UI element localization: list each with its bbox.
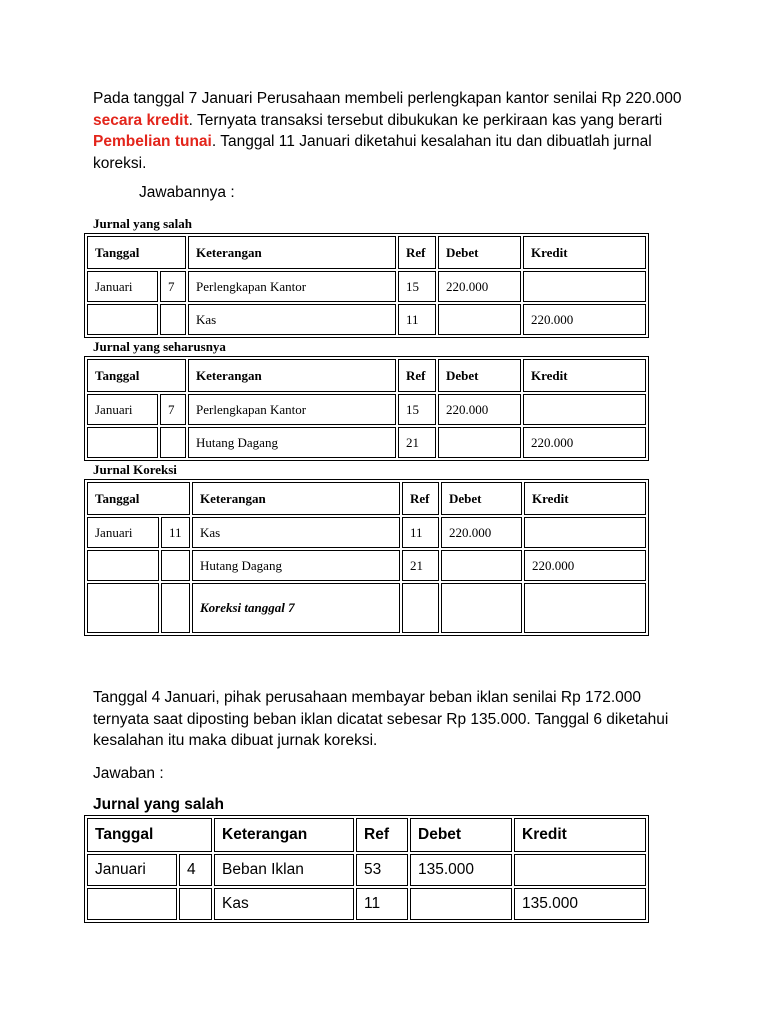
second-paragraph: Tanggal 4 Januari, pihak perusahaan membayar beban iklan senilai Rp 172.000 ternyata saat diposting beban iklan dicatat sebesar Rp 135.000. Tanggal 6 diketahui kesalahan itu maka dibuat jurnak koreksi.: [93, 689, 669, 749]
cell-ref: 11: [356, 888, 408, 920]
table-header-row: [87, 482, 646, 515]
cell-kredit: 220.000: [523, 304, 646, 335]
header-keterangan: Keterangan: [188, 359, 396, 392]
cell-debet: [438, 304, 521, 335]
table-header-row: [87, 236, 646, 269]
koreksi-note: Koreksi tanggal 7: [192, 583, 400, 633]
cell-month: Januari: [87, 394, 158, 425]
journal-table-salah: [84, 233, 649, 338]
cell-debet: [441, 583, 522, 633]
header-ref: Ref: [398, 359, 436, 392]
cell-day: 7: [160, 394, 186, 425]
cell-day: [160, 304, 186, 335]
intro-text-3: . Tanggal 11 Januari diketahui kesalahan itu dan dibuatlah jurnal koreksi.: [93, 133, 652, 172]
cell-desc: Beban Iklan: [214, 854, 354, 886]
cell-day: 11: [161, 517, 190, 548]
header-keterangan: Keterangan: [214, 818, 354, 852]
header-kredit: Kredit: [523, 359, 646, 392]
table-title-jurnal-salah-2: Jurnal yang salah: [93, 796, 224, 813]
table-row: [87, 888, 646, 920]
table-row: [87, 304, 646, 335]
cell-desc: Kas: [188, 304, 396, 335]
cell-debet: 220.000: [441, 517, 522, 548]
cell-ref: 21: [402, 550, 439, 581]
table-row: [87, 517, 646, 548]
cell-desc: Kas: [214, 888, 354, 920]
cell-day: 4: [179, 854, 212, 886]
journal-table-koreksi: [84, 479, 649, 636]
header-kredit: Kredit: [524, 482, 646, 515]
cell-day: [179, 888, 212, 920]
answer-label: Jawabannya :: [139, 184, 235, 201]
table-row: [87, 854, 646, 886]
header-ref: Ref: [398, 236, 436, 269]
header-tanggal: Tanggal: [87, 236, 186, 269]
cell-month: [87, 304, 158, 335]
highlight-pembelian-tunai: Pembelian tunai: [93, 133, 212, 150]
header-debet: Debet: [441, 482, 522, 515]
cell-month: Januari: [87, 271, 158, 302]
header-debet: Debet: [410, 818, 512, 852]
cell-day: 7: [160, 271, 186, 302]
cell-month: Januari: [87, 517, 159, 548]
intro-text-2: . Ternyata transaksi tersebut dibukukan ke perkiraan kas yang berarti: [188, 111, 663, 129]
cell-desc: Hutang Dagang: [192, 550, 400, 581]
header-ref: Ref: [356, 818, 408, 852]
cell-month: [87, 583, 159, 633]
cell-kredit: [524, 517, 646, 548]
table-row: [87, 550, 646, 581]
header-debet: Debet: [438, 359, 521, 392]
cell-kredit: 220.000: [523, 427, 646, 458]
header-ref: Ref: [402, 482, 439, 515]
cell-day: [161, 550, 190, 581]
header-keterangan: Keterangan: [188, 236, 396, 269]
cell-month: [87, 427, 158, 458]
table-header-row: [87, 818, 646, 852]
header-keterangan: Keterangan: [192, 482, 400, 515]
table-row: [87, 271, 646, 302]
cell-desc: Hutang Dagang: [188, 427, 396, 458]
table-row: [87, 394, 646, 425]
cell-desc: Perlengkapan Kantor: [188, 394, 396, 425]
cell-kredit: [523, 271, 646, 302]
header-tanggal: Tanggal: [87, 482, 190, 515]
cell-day: [160, 427, 186, 458]
header-kredit: Kredit: [523, 236, 646, 269]
table-title-jurnal-seharusnya: Jurnal yang seharusnya: [93, 339, 226, 354]
highlight-secara-kredit: secara kredit: [93, 111, 189, 129]
cell-kredit: 220.000: [524, 550, 646, 581]
table-title-jurnal-koreksi: Jurnal Koreksi: [93, 462, 177, 477]
table-title-jurnal-salah: Jurnal yang salah: [93, 216, 192, 231]
cell-debet: 220.000: [438, 271, 521, 302]
cell-debet: [410, 888, 512, 920]
cell-ref: 11: [402, 517, 439, 548]
cell-ref: [402, 583, 439, 633]
table-row: [87, 427, 646, 458]
cell-debet: 135.000: [410, 854, 512, 886]
cell-ref: 15: [398, 394, 436, 425]
header-tanggal: Tanggal: [87, 359, 186, 392]
intro-text-1: Pada tanggal 7 Januari Perusahaan membeli perlengkapan kantor senilai Rp 220.000: [93, 90, 682, 107]
cell-kredit: [514, 854, 646, 886]
journal-table-beban-iklan: [84, 815, 649, 923]
header-tanggal: Tanggal: [87, 818, 212, 852]
intro-paragraph: [93, 88, 693, 174]
second-answer-label: Jawaban :: [93, 765, 164, 782]
cell-ref: 11: [398, 304, 436, 335]
journal-table-seharusnya: [84, 356, 649, 461]
cell-day: [161, 583, 190, 633]
cell-desc: Kas: [192, 517, 400, 548]
header-debet: Debet: [438, 236, 521, 269]
cell-kredit: 135.000: [514, 888, 646, 920]
cell-debet: [441, 550, 522, 581]
cell-month: Januari: [87, 854, 177, 886]
cell-debet: [438, 427, 521, 458]
cell-kredit: [523, 394, 646, 425]
table-header-row: [87, 359, 646, 392]
header-kredit: Kredit: [514, 818, 646, 852]
cell-kredit: [524, 583, 646, 633]
cell-ref: 53: [356, 854, 408, 886]
cell-ref: 21: [398, 427, 436, 458]
cell-month: [87, 550, 159, 581]
cell-ref: 15: [398, 271, 436, 302]
cell-desc: Perlengkapan Kantor: [188, 271, 396, 302]
cell-debet: 220.000: [438, 394, 521, 425]
table-row: [87, 583, 646, 633]
cell-month: [87, 888, 177, 920]
